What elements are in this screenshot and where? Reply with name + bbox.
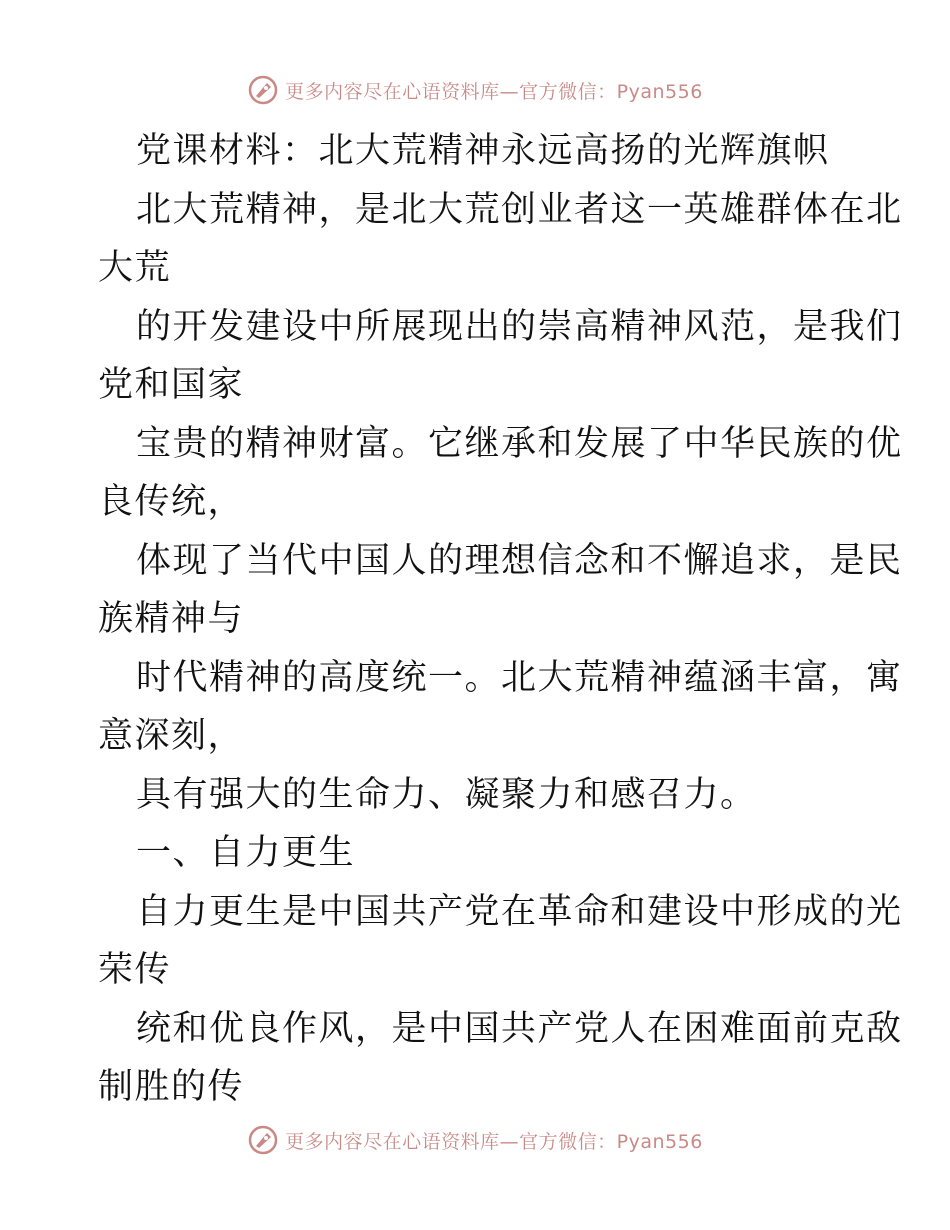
text-line: 的开发建设中所展现出的崇高精神风范，是我们 bbox=[136, 306, 903, 347]
text-line: 北大荒精神，是北大荒创业者这一英雄群体在北 bbox=[136, 189, 903, 230]
text-line: 体现了当代中国人的理想信念和不懈追求，是民 bbox=[136, 540, 903, 581]
document-body bbox=[98, 122, 903, 1117]
text-line: 党课材料：北大荒精神永远高扬的光辉旗帜 bbox=[136, 131, 830, 171]
text-line: 党和国家 bbox=[98, 365, 245, 405]
text-line: 荣传 bbox=[98, 950, 172, 990]
text-line: 自力更生是中国共产党在革命和建设中形成的光 bbox=[136, 891, 903, 932]
text-line: 意深刻， bbox=[98, 716, 245, 756]
text-line: 具有强大的生命力、凝聚力和感召力。 bbox=[136, 774, 757, 815]
text-line: 良传统， bbox=[98, 482, 245, 522]
text-line: 宝贵的精神财富。它继承和发展了中华民族的优 bbox=[136, 423, 903, 464]
header-watermark bbox=[0, 70, 950, 110]
text-line: 时代精神的高度统一。北大荒精神蕴涵丰富，寓 bbox=[136, 657, 903, 698]
watermark-text: 更多内容尽在心语资料库—官方微信：Pyan556 bbox=[285, 80, 703, 103]
pen-nib-logo-icon bbox=[247, 1124, 279, 1156]
text-line: 制胜的传 bbox=[98, 1067, 245, 1107]
text-line: 统和优良作风，是中国共产党人在困难面前克敌 bbox=[136, 1008, 903, 1049]
pen-nib-logo-icon bbox=[247, 74, 279, 106]
watermark-text: 更多内容尽在心语资料库—官方微信：Pyan556 bbox=[285, 1130, 703, 1153]
footer-watermark bbox=[0, 1120, 950, 1160]
text-line: 族精神与 bbox=[98, 599, 245, 639]
text-line: 大荒 bbox=[98, 248, 172, 288]
section-heading: 一、自力更生 bbox=[136, 833, 356, 873]
